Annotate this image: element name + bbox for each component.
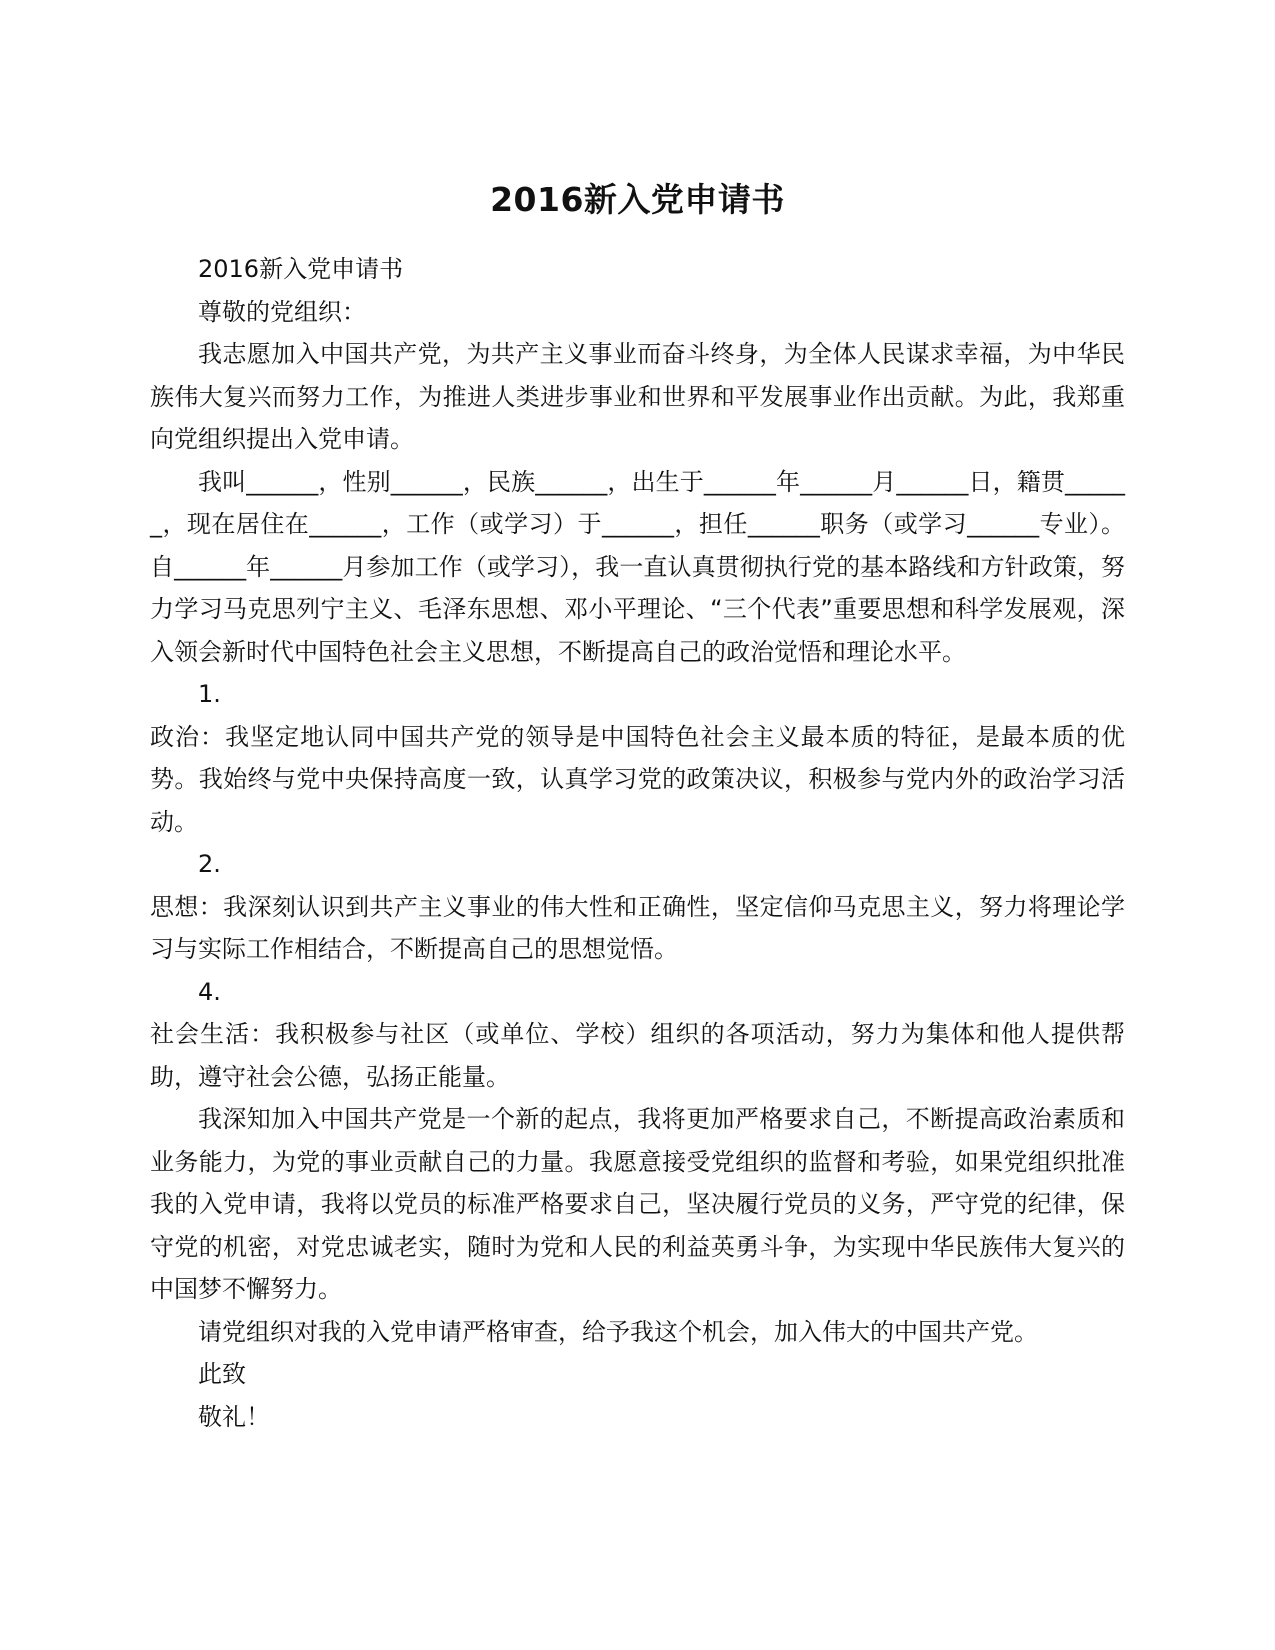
paragraph-request: 请党组织对我的入党申请严格审查，给予我这个机会，加入伟大的中国共产党。 [198, 1317, 1038, 1346]
document-page [150, 170, 1125, 1438]
paragraph-personal-info: 我叫______，性别______，民族______，出生于______年______月______日，籍贯______，现在居住在______，工作（或学习）于______，担任______职务（或学习______专业）。自______年______月参加工作（或学习），我一直认真贯彻执行党的基本路线和方针政策，努力学习马克思列宁主义、毛泽东思想、邓小平理论、“三个代表”重要思想和科学发展观，深入领会新时代中国特色社会主义思想，不断提高自己的政治觉悟和理论水平。 [150, 467, 1125, 666]
closing-cizhi: 此致 [198, 1360, 246, 1388]
paragraph-salutation: 尊敬的党组织： [198, 297, 366, 326]
document-title: 2016新入党申请书 [490, 180, 785, 219]
closing-jingli: 敬礼！ [198, 1402, 270, 1431]
paragraph-statement: 我志愿加入中国共产党，为共产主义事业而奋斗终身，为全体人民谋求幸福，为中华民族伟大复兴而努力工作，为推进人类进步事业和世界和平发展事业作出贡献。为此，我郑重向党组织提出入党申请。 [150, 340, 1125, 453]
document-body [150, 248, 1125, 1438]
list-number-2: 2. [198, 850, 221, 878]
paragraph-social-life: 社会生活：我积极参与社区（或单位、学校）组织的各项活动，努力为集体和他人提供帮助，遵守社会公德，弘扬正能量。 [150, 1020, 1125, 1091]
paragraph-commitment: 我深知加入中国共产党是一个新的起点，我将更加严格要求自己，不断提高政治素质和业务能力，为党的事业贡献自己的力量。我愿意接受党组织的监督和考验，如果党组织批准我的入党申请，我将以党员的标准严格要求自己，坚决履行党员的义务，严守党的纪律，保守党的机密，对党忠诚老实，随时为党和人民的利益英勇斗争，为实现中华民族伟大复兴的中国梦不懈努力。 [150, 1105, 1125, 1303]
paragraph-thought: 思想：我深刻认识到共产主义事业的伟大性和正确性，坚定信仰马克思主义，努力将理论学习与实际工作相结合，不断提高自己的思想觉悟。 [150, 892, 1125, 963]
list-number-1: 1. [198, 680, 221, 708]
paragraph-heading: 2016新入党申请书 [198, 255, 404, 283]
paragraph-politics: 政治：我坚定地认同中国共产党的领导是中国特色社会主义最本质的特征，是最本质的优势。我始终与党中央保持高度一致，认真学习党的政策决议，积极参与党内外的政治学习活动。 [150, 722, 1125, 836]
list-number-4: 4. [198, 977, 221, 1006]
